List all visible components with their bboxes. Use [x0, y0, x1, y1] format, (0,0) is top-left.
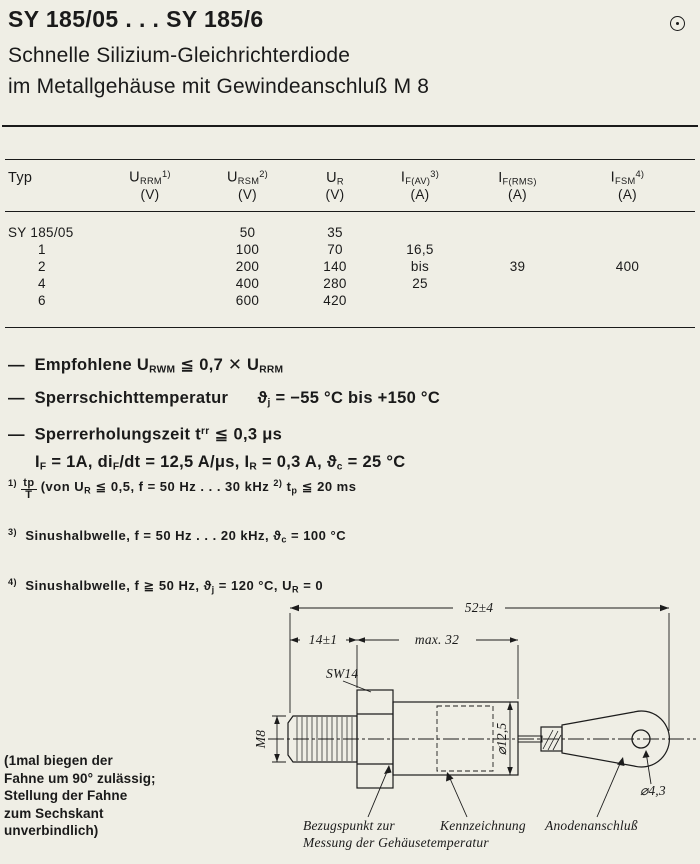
subtitle-line-1: Schnelle Silizium-Gleichrichterdiode: [8, 44, 351, 67]
column-header-ifsm: $I_{FSM}^{4)}$: [610, 169, 645, 186]
cell-typ: SY 185/05: [8, 224, 74, 240]
cell: 16,5: [406, 241, 434, 257]
cell-typ: 6: [5, 292, 110, 328]
cell: [560, 292, 695, 328]
circle-dot-icon: [670, 16, 685, 31]
table-row: [5, 241, 695, 258]
note-recovery-time: — Sperrerholungszeit $t^{rr}$ ≦ 0,3 μs: [8, 425, 283, 444]
dim-total-label: 52±4: [464, 600, 494, 615]
unit-cell: (A): [365, 186, 475, 212]
ratings-table: [5, 159, 695, 328]
column-header-ur: $U_R$: [326, 169, 344, 186]
footnote-3: $^{3)}$ Sinushalbwelle, f = 50 Hz . . . 20 kHz, $ϑ_c = 100$ °C: [8, 527, 347, 545]
cell: [475, 241, 560, 258]
cell: 400: [615, 258, 640, 274]
cell: 600: [190, 292, 305, 328]
bending-note-line: unverbindlich): [4, 823, 99, 838]
cell: [110, 211, 190, 241]
cell: [110, 241, 190, 258]
cell: [365, 292, 475, 328]
header-rule: [2, 125, 698, 127]
cell: [365, 211, 475, 241]
column-header-typ: Typ: [8, 169, 33, 186]
marking-zone: [437, 706, 493, 771]
characteristics-notes: [8, 351, 440, 481]
cell: 25: [412, 275, 428, 291]
note-recovery-conditions: $I_F = 1A$, $di_F/dt = 12,5$ A/μs, $I_R = 0,3$ A, $ϑ_c = 25$ °C: [35, 453, 406, 473]
subtitle: [8, 40, 429, 102]
unit-cell: (A): [475, 186, 560, 212]
circle-dot-icon-center: [676, 22, 680, 26]
cell: 35: [327, 224, 343, 240]
thread-label: M8: [253, 729, 268, 749]
column-header-ifrms: $I_{F(RMS)}$: [498, 169, 537, 186]
cell: 100: [235, 241, 260, 257]
cell: 70: [327, 241, 343, 257]
cell: bis: [410, 258, 430, 274]
body-diameter-label: ⌀12,5: [494, 722, 509, 756]
cell-typ: 2: [38, 258, 46, 274]
cell: 39: [509, 258, 526, 274]
marking-leader: [448, 774, 467, 817]
table-row: [5, 292, 695, 328]
unit-cell: (V): [190, 186, 305, 212]
column-header-row: [5, 160, 695, 186]
unit-cell: (A): [560, 186, 695, 212]
page-title: SY 185/05 . . . SY 185/6: [8, 6, 264, 32]
footnote-4: $^{4)}$ Sinushalbwelle, f ≧ 50 Hz, $ϑ_j = 120$ °C, $U_R = 0$: [8, 576, 324, 594]
note-junction-temperature: — Sperrschichttemperatur $ϑ_j = -55$ °C bis +150 °C: [8, 389, 441, 409]
cell: 140: [323, 258, 347, 274]
cell: [560, 241, 695, 258]
dim-body-label: max. 32: [414, 632, 460, 647]
ref-point-leader: [368, 767, 389, 817]
bending-note: [4, 752, 184, 840]
hole-diameter-label: ⌀4,3: [640, 783, 666, 798]
column-header-ifav: $I_{F(AV)}^{3)}$: [400, 169, 440, 186]
anode-leader: [597, 759, 622, 817]
anode-label: Anodenanschluß: [545, 818, 638, 833]
footnote-1-2: $^{1)}$ $\frac{tp}{T}$ (von $U_R$ ≦ 0,5, f = 50 Hz . . . 30 kHz $^{2)}$ $t_p$ ≦ 20 ms: [8, 476, 357, 502]
subtitle-line-2: im Metallgehäuse mit Gewindeanschluß M 8: [8, 75, 430, 98]
cell: [110, 292, 190, 328]
column-header-urrm: $U_{RRM}^{1)}$: [129, 169, 171, 186]
unit-cell: [5, 186, 110, 212]
table-row: [5, 258, 695, 275]
note-urwm: — Empfohlene $U_{RWM}$ ≦ 0,7 ✕ $U_{RRM}$: [8, 356, 284, 376]
bending-note-line: Fahne um 90° zulässig;: [4, 770, 156, 786]
cell: 400: [235, 275, 260, 291]
cell: 50: [239, 224, 256, 240]
cell-typ: 4: [38, 275, 46, 291]
marking-label: Kennzeichnung: [440, 818, 526, 833]
cell: [475, 211, 560, 241]
drawing-labels: [253, 600, 666, 850]
cell: [475, 275, 560, 292]
ref-point-label-line1: Bezugspunkt zur: [303, 818, 395, 833]
cell: [560, 211, 695, 241]
wrench-size-label: SW14: [326, 666, 359, 681]
cell: 200: [235, 258, 260, 274]
cell: 280: [323, 275, 347, 291]
cell: [560, 275, 695, 292]
table-row: [5, 211, 695, 241]
unit-row: [5, 186, 695, 212]
cell: 420: [305, 292, 365, 328]
cell: [110, 275, 190, 292]
column-header-ursm: $U_{RSM}^{2)}$: [226, 169, 269, 186]
cell: [475, 292, 560, 328]
cell: [110, 258, 190, 275]
unit-cell: (V): [305, 186, 365, 212]
bending-note-line: zum Sechskant: [4, 805, 104, 821]
unit-cell: (V): [110, 186, 190, 212]
bending-note-line: Stellung der Fahne: [4, 788, 128, 803]
dim-stud-label: 14±1: [308, 632, 338, 647]
cell-typ: 1: [38, 241, 46, 257]
bending-note-line: (1mal biegen der: [4, 753, 113, 768]
ref-point-label-line2: Messung der Gehäusetemperatur: [303, 835, 489, 850]
crimp-hatch: [543, 730, 561, 750]
table-row: [5, 275, 695, 292]
